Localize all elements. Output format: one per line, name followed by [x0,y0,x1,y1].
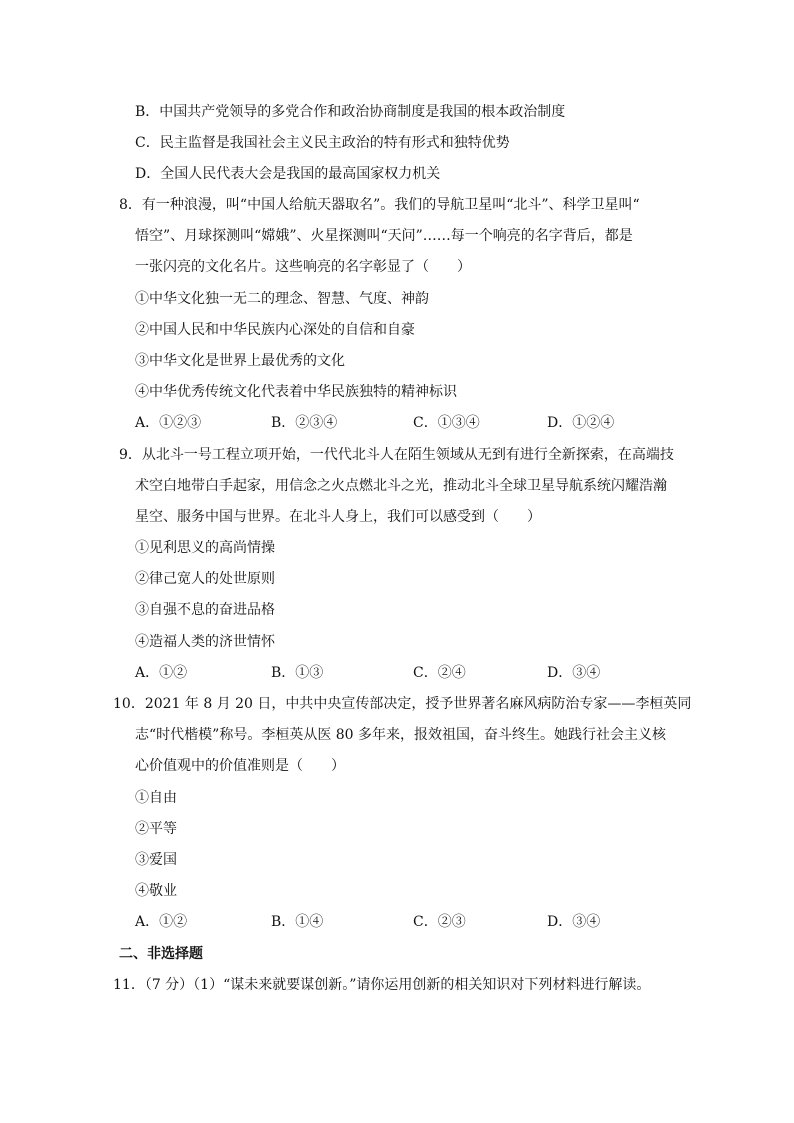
q9-choice-a: A．①② [135,665,188,681]
q10-statement-2: ②平等 [135,821,177,837]
q11-stem-line-1: 11．（7 分）（1）“谋未来就要谋创新。”请你运用创新的相关知识对下列材料进行解读。 [113,977,651,993]
q9-statement-2: ②律己宽人的处世原则 [135,571,275,587]
q10-statement-1: ①自由 [135,790,177,806]
q10-stem-line-1: 10．2021 年 8 月 20 日，中共中央宣传部决定，授予世界著名麻风病防治专家——李桓英同 [113,696,692,712]
q10-stem-line-3: 心价值观中的价值准则是（ ） [135,758,345,774]
q10-choice-d: D．③④ [547,914,601,930]
q7-option-d: D．全国人民代表大会是我国的最高国家权力机关 [135,166,441,182]
q10-choice-a: A．①② [135,914,188,930]
q8-choice-a: A．①②③ [135,415,202,431]
q8-statement-3: ③中华文化是世界上最优秀的文化 [135,353,345,369]
q8-choices [135,413,675,433]
q10-choice-c: C．②③ [413,914,466,930]
q8-statement-2: ②中国人民和中华民族内心深处的自信和自豪 [135,322,415,338]
q8-stem-line-2: 悟空”、月球探测叫“嫦娥”、火星探测叫“天问”……每一个响亮的名字背后，都是 [135,228,633,244]
q9-stem-line-2: 术空白地带白手起家，用信念之火点燃北斗之光，推动北斗全球卫星导航系统闪耀浩瀚 [135,478,667,494]
q9-statement-1: ①见利思义的高尚情操 [135,540,275,556]
q10-statement-3: ③爱国 [135,852,177,868]
q10-statement-4: ④敬业 [135,883,177,899]
q9-choice-c: C．②④ [413,665,466,681]
q8-choice-d: D．①②④ [547,415,615,431]
q8-statement-4: ④中华优秀传统文化代表着中华民族独特的精神标识 [135,384,457,400]
section-title: 二、非选择题 [119,946,203,962]
q8-choice-c: C．①③④ [413,415,480,431]
q8-statement-1: ①中华文化独一无二的理念、智慧、气度、神韵 [135,291,429,307]
q9-stem-line-1: 9．从北斗一号工程立项开始，一代代北斗人在陌生领域从无到有进行全新探索，在高端技 [119,447,674,463]
q8-choice-b: B．②③④ [271,415,338,431]
q10-stem-line-2: 志“时代楷模”称号。李桓英从医 80 多年来，报效祖国，奋斗终生。她践行社会主义核 [135,727,667,743]
q9-choice-b: B．①③ [271,665,324,681]
q9-statement-3: ③自强不息的奋进品格 [135,602,275,618]
q9-statement-4: ④造福人类的济世情怀 [135,634,275,650]
q8-stem-line-1: 8．有一种浪漫，叫“中国人给航天器取名”。我们的导航卫星叫“北斗”、科学卫星叫“ [119,197,640,213]
q10-choices [135,912,675,932]
q9-choice-d: D．③④ [547,665,601,681]
q7-option-c: C．民主监督是我国社会主义民主政治的特有形式和独特优势 [135,135,510,151]
q10-choice-b: B．①④ [271,914,324,930]
q9-choices [135,663,675,683]
q9-stem-line-3: 星空、服务中国与世界。在北斗人身上，我们可以感受到（ ） [135,509,541,525]
q8-stem-line-3: 一张闪亮的文化名片。这些响亮的名字彰显了（ ） [135,259,471,275]
q7-option-b: B．中国共产党领导的多党合作和政治协商制度是我国的根本政治制度 [135,104,566,120]
